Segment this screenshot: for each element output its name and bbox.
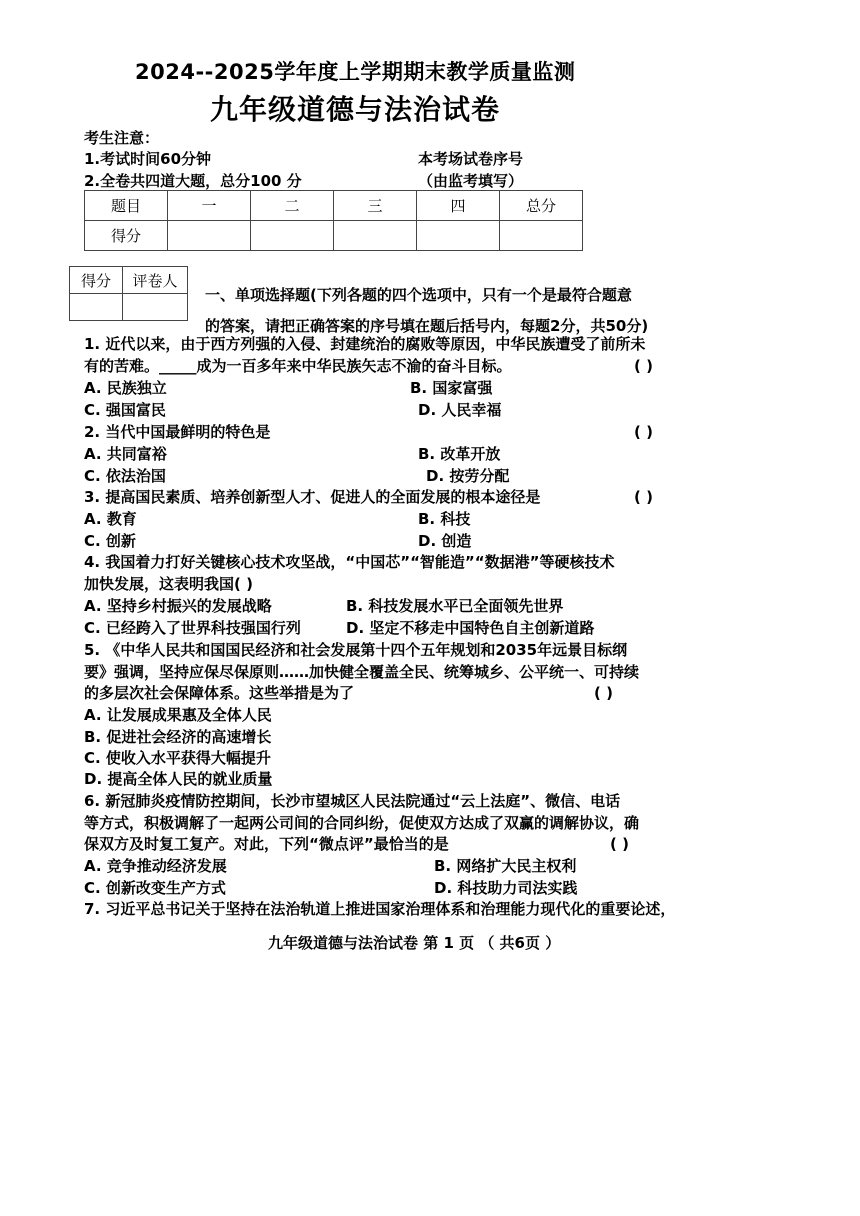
q4-stem-cont: 加快发展，这表明我国( ) — [84, 575, 253, 593]
q4-option-c: C. 已经跨入了世界科技强国行列 — [84, 619, 301, 637]
score-table-header: 总分 — [500, 191, 583, 221]
score-table-header: 一 — [168, 191, 251, 221]
grader-score-label: 得分 — [70, 267, 123, 294]
q5-option-b: B. 促进社会经济的高速增长 — [84, 728, 272, 746]
q4-option-a: A. 坚持乡村振兴的发展战略 — [84, 597, 272, 615]
notice-heading: 考生注意： — [84, 129, 160, 147]
grader-name-label: 评卷人 — [123, 267, 188, 294]
score-table-header: 三 — [334, 191, 417, 221]
q3-option-a: A. 教育 — [84, 510, 137, 528]
score-table-header: 题目 — [85, 191, 168, 221]
q5-stem-cont: 要》强调，坚持应保尽保原则……加快健全覆盖全民、统筹城乡、公平统一、可持续 — [84, 663, 640, 681]
score-cell — [251, 221, 334, 251]
q1-option-d: D. 人民幸福 — [418, 401, 502, 419]
q3-stem: 3. 提高国民素质、培养创新型人才、促进人的全面发展的根本途径是 — [84, 488, 541, 506]
grader-score-cell — [70, 294, 123, 321]
q4-option-d: D. 坚定不移走中国特色自主创新道路 — [346, 619, 595, 637]
q3-option-d: D. 创造 — [418, 532, 472, 550]
q2-option-b: B. 改革开放 — [418, 445, 501, 463]
score-cell — [500, 221, 583, 251]
score-cell — [334, 221, 417, 251]
q6-option-d: D. 科技助力司法实践 — [434, 879, 578, 897]
q6-stem-cont: 等方式，积极调解了一起两公司间的合同纠纷，促使双方达成了双赢的调解协议，确 — [84, 814, 640, 832]
score-table-score-row — [85, 221, 583, 251]
notice-time: 1.考试时间60分钟 — [84, 150, 212, 168]
score-row-label: 得分 — [85, 221, 168, 251]
q3-option-c: C. 创新 — [84, 532, 136, 550]
q1-option-b: B. 国家富强 — [410, 379, 493, 397]
q6-option-a: A. 竞争推动经济发展 — [84, 857, 227, 875]
q6-option-c: C. 创新改变生产方式 — [84, 879, 226, 897]
q3-answer-bracket: ( ) — [634, 488, 653, 506]
q2-option-c: C. 依法治国 — [84, 467, 166, 485]
score-table-header: 四 — [417, 191, 500, 221]
q6-option-b: B. 网络扩大民主权利 — [434, 857, 577, 875]
q7-stem: 7. 习近平总书记关于坚持在法治轨道上推进国家治理体系和治理能力现代化的重要论述， — [84, 900, 676, 918]
q1-answer-bracket: ( ) — [634, 357, 653, 375]
seat-number-note: （由监考填写） — [418, 172, 524, 190]
q4-stem: 4. 我国着力打好关键核心技术攻坚战，“中国芯”“智能造”“数据港”等硬核技术 — [84, 553, 615, 571]
score-cell — [168, 221, 251, 251]
section1-heading: 一、单项选择题(下列各题的四个选项中，只有一个是最符合题意 — [205, 286, 632, 304]
seat-number-label: 本考场试卷序号 — [418, 150, 524, 168]
q2-stem: 2. 当代中国最鲜明的特色是 — [84, 423, 271, 441]
notice-total: 2.全卷共四道大题，总分100 分 — [84, 172, 302, 190]
q1-stem: 1. 近代以来，由于西方列强的入侵、封建统治的腐败等原因，中华民族遭受了前所未 — [84, 335, 646, 353]
q3-option-b: B. 科技 — [418, 510, 471, 528]
q2-option-d: D. 按劳分配 — [426, 467, 510, 485]
score-table — [84, 190, 583, 251]
q5-option-d: D. 提高全体人民的就业质量 — [84, 770, 273, 788]
q5-stem-cont2: 的多层次社会保障体系。这些举措是为了 — [84, 684, 355, 702]
exam-title-line1: 2024--2025学年度上学期期末教学质量监测 — [135, 60, 576, 84]
grader-name-cell — [123, 294, 188, 321]
q1-option-c: C. 强国富民 — [84, 401, 166, 419]
q5-stem: 5. 《中华人民共和国国民经济和社会发展第十四个五年规划和2035年远景目标纲 — [84, 641, 628, 659]
section1-heading-cont: 的答案，请把正确答案的序号填在题后括号内，每题2分，共50分) — [205, 317, 649, 335]
page-footer: 九年级道德与法治试卷 第 1 页 （ 共6页 ） — [268, 934, 561, 952]
q4-option-b: B. 科技发展水平已全面领先世界 — [346, 597, 564, 615]
q5-answer-bracket: ( ) — [594, 684, 613, 702]
q2-answer-bracket: ( ) — [634, 423, 653, 441]
q5-option-a: A. 让发展成果惠及全体人民 — [84, 706, 272, 724]
grader-box — [69, 266, 188, 321]
q1-stem-cont: 有的苦难。_____成为一百多年来中华民族矢志不渝的奋斗目标。 — [84, 357, 512, 375]
q2-option-a: A. 共同富裕 — [84, 445, 167, 463]
score-table-header: 二 — [251, 191, 334, 221]
exam-title-line2: 九年级道德与法治试卷 — [210, 93, 501, 126]
score-table-header-row — [85, 191, 583, 221]
score-cell — [417, 221, 500, 251]
q5-option-c: C. 使收入水平获得大幅提升 — [84, 749, 271, 767]
q6-answer-bracket: ( ) — [610, 835, 629, 853]
q6-stem-cont2: 保双方及时复工复产。对此，下列“微点评”最恰当的是 — [84, 835, 449, 853]
q6-stem: 6. 新冠肺炎疫情防控期间，长沙市望城区人民法院通过“云上法庭”、微信、电话 — [84, 792, 621, 810]
q1-option-a: A. 民族独立 — [84, 379, 167, 397]
